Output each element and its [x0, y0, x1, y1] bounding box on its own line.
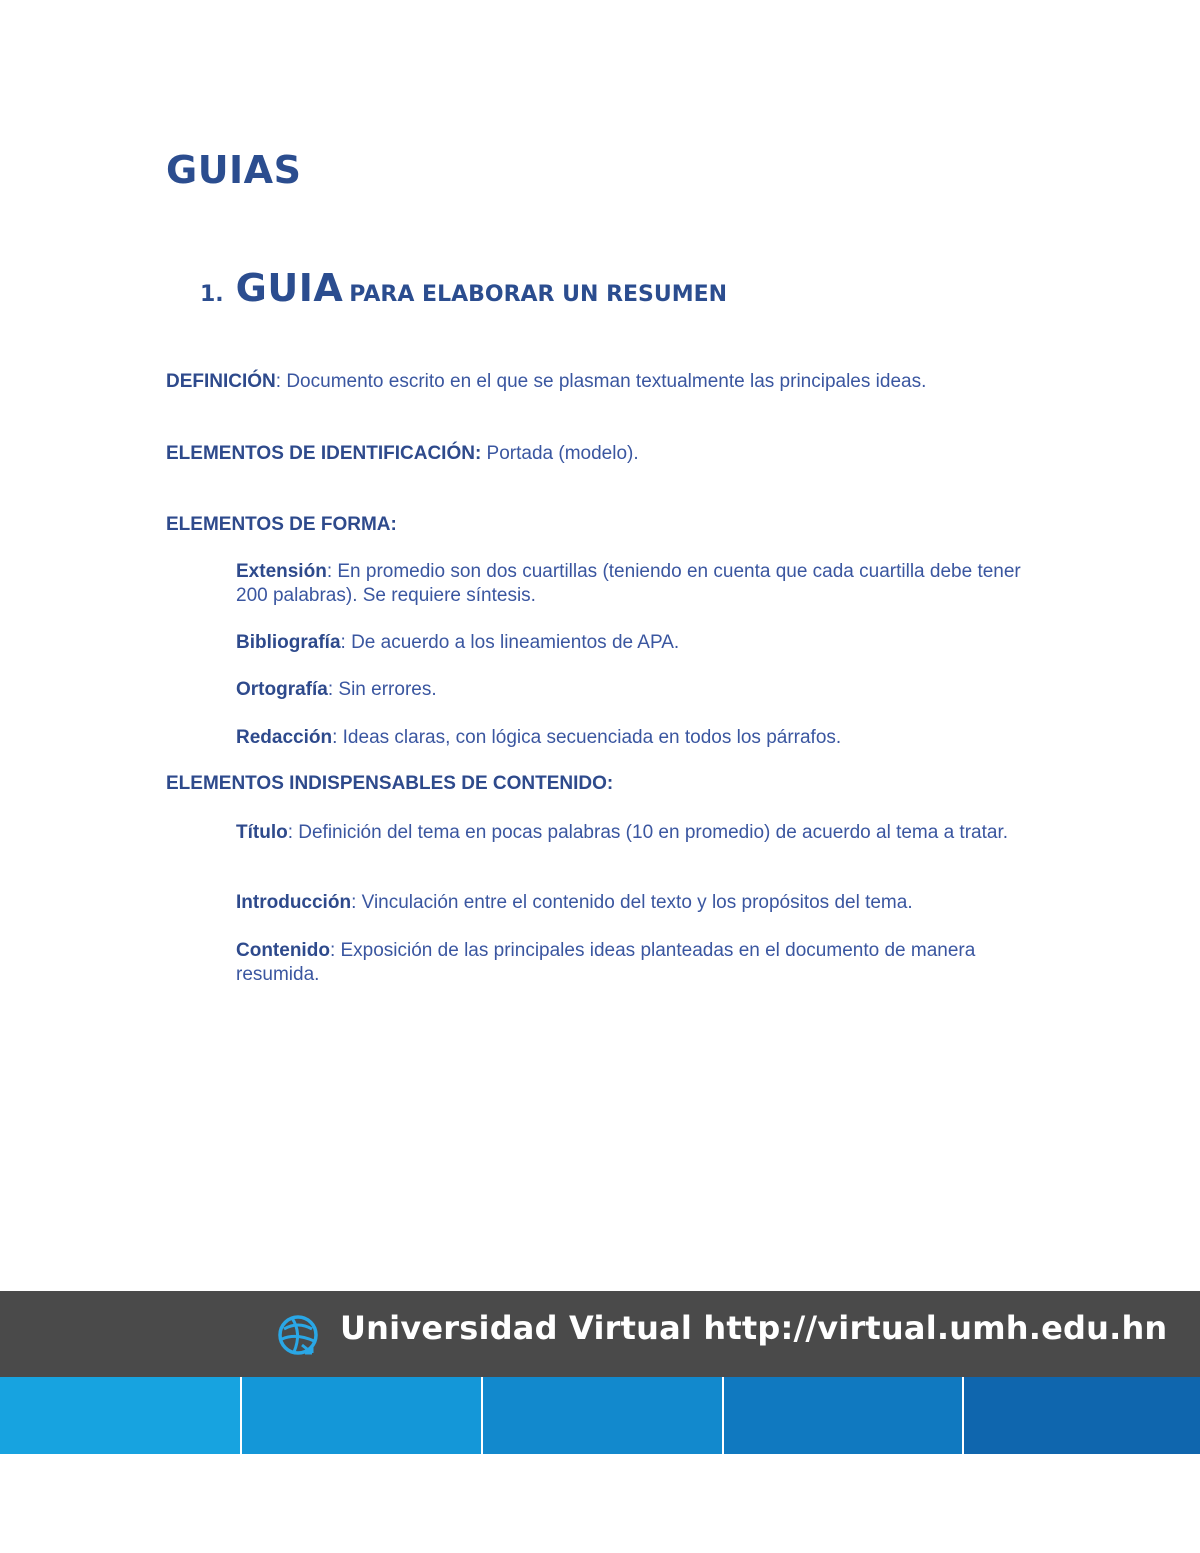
color-block — [242, 1377, 483, 1454]
content-item-content — [236, 939, 1036, 987]
definition-line — [166, 370, 926, 394]
definition-text: : Documento escrito en el que se plasman textualmente las principales ideas. — [275, 371, 927, 392]
content-heading: ELEMENTOS INDISPENSABLES DE CONTENIDO: — [166, 773, 614, 794]
content-item-title — [236, 821, 1036, 845]
globe-arrow-icon — [276, 1313, 320, 1357]
form-item-label: Ortografía — [236, 679, 328, 700]
content-item-label: Introducción — [236, 892, 352, 913]
form-item-label: Bibliografía — [236, 632, 341, 653]
section-number: 1. — [200, 282, 224, 307]
color-block — [964, 1377, 1200, 1454]
form-item-text: : De acuerdo a los lineamientos de APA. — [340, 632, 680, 653]
content-item-text: : Definición del tema en pocas palabras (10 en promedio) de acuerdo al tema a tratar. — [287, 822, 1009, 843]
content-item-text: : Vinculación entre el contenido del texto y los propósitos del tema. — [351, 892, 913, 913]
form-item-bibliography — [236, 631, 1036, 655]
identification-text: Portada (modelo). — [481, 443, 639, 464]
color-block — [0, 1377, 242, 1454]
section-word: GUIA — [235, 266, 344, 310]
form-item-text: : Ideas claras, con lógica secuenciada en todos los párrafos. — [332, 727, 842, 748]
section-heading — [200, 266, 727, 310]
form-item-text: : Sin errores. — [327, 679, 437, 700]
color-block — [724, 1377, 964, 1454]
content-item-introduction — [236, 891, 1036, 915]
footer-color-strip — [0, 1377, 1200, 1454]
form-item-extension — [236, 560, 1036, 608]
content-item-label: Contenido — [236, 940, 330, 961]
form-item-writing — [236, 726, 1036, 750]
form-item-label: Extensión — [236, 561, 327, 582]
form-item-text: : En promedio son dos cuartillas (teniendo en cuenta que cada cuartilla debe tener 200 palabras). Se requiere síntesis. — [236, 561, 1021, 606]
page-title: GUIAS — [166, 148, 302, 192]
identification-label: ELEMENTOS DE IDENTIFICACIÓN: — [166, 443, 482, 464]
color-block — [483, 1377, 724, 1454]
content-item-text: : Exposición de las principales ideas planteadas en el documento de manera resumida. — [236, 940, 976, 985]
identification-line — [166, 442, 639, 466]
form-item-label: Redacción — [236, 727, 333, 748]
form-item-spelling — [236, 678, 1036, 702]
section-title-rest: PARA ELABORAR UN RESUMEN — [349, 282, 728, 307]
content-item-label: Título — [236, 822, 288, 843]
form-heading: ELEMENTOS DE FORMA: — [166, 514, 397, 535]
footer-text: Universidad Virtual http://virtual.umh.edu.hn — [340, 1309, 1168, 1347]
footer-band — [0, 1291, 1200, 1377]
definition-label: DEFINICIÓN — [166, 371, 276, 392]
